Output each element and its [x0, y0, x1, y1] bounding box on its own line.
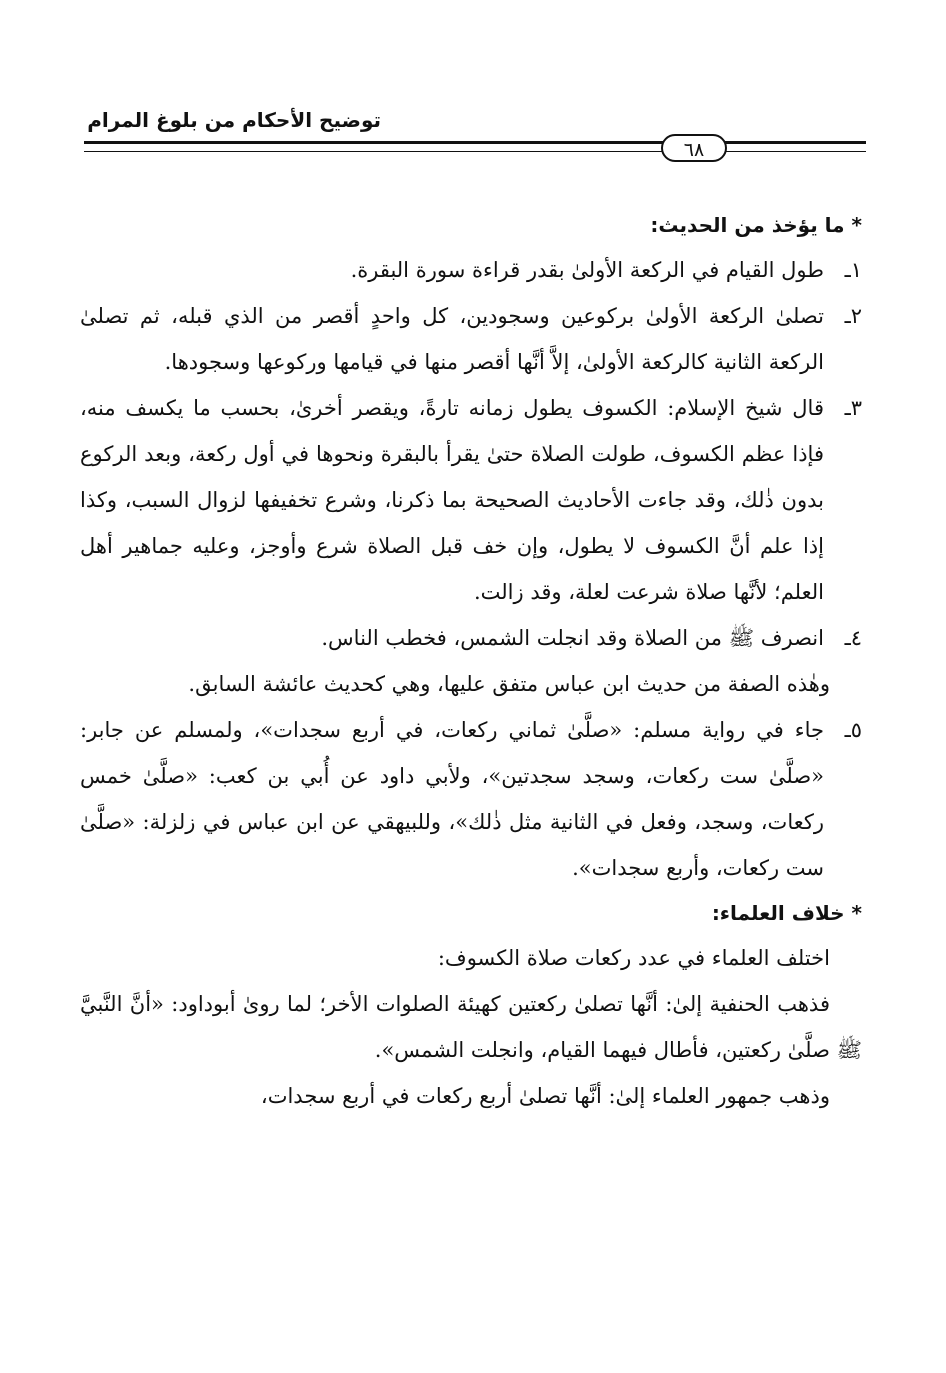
- section-heading-disagreement: * خلاف العلماء:: [711, 901, 862, 925]
- list-item-number: ٣ـ: [844, 396, 862, 420]
- list-item-text: طول القيام في الركعة الأولىٰ بقدر قراءة سورة البقرة.: [350, 258, 824, 282]
- note-paragraph: وهٰذه الصفة من حديث ابن عباس متفق عليها، وهي كحديث عائشة السابق.: [188, 672, 830, 696]
- list-item-number: ٥ـ: [844, 718, 862, 742]
- list-item-text: قال شيخ الإسلام: الكسوف يطول زمانه تارةً، ويقصر أخرىٰ، بحسب ما يكسف منه، فإذا عظم الكسوف، طولت الصلاة حتىٰ يقرأ بالبقرة ونحوها في أول ركعة، وبعد الركوع بدون ذٰلك، وقد جاءت الأحاديث الصحيحة بما ذكرنا، وشرع تخفيفها لزوال السبب، وكذا إذا علم أنَّ الكسوف لا يطول، وإن خف قبل الصلاة شرع وأوجز، وعليه جماهير أهل العلم؛ لأنَّها صلاة شرعت لعلة، وقد زالت.: [80, 396, 824, 604]
- page-body: [80, 203, 862, 1119]
- list-item: [80, 707, 862, 891]
- paragraph: وذهب جمهور العلماء إلىٰ: أنَّها تصلىٰ أربع ركعات في أربع سجدات،: [260, 1084, 830, 1108]
- header-rule-thin: [84, 151, 866, 152]
- list-item: [80, 385, 862, 615]
- list-item-number: ٤ـ: [844, 626, 862, 650]
- list-item: [80, 615, 862, 661]
- header-rule-thick: [84, 141, 866, 144]
- list-item: [80, 293, 862, 385]
- section-heading-benefits: * ما يؤخذ من الحديث:: [650, 213, 862, 237]
- paragraph: فذهب الحنفية إلىٰ: أنَّها تصلىٰ ركعتين كهيئة الصلوات الأخر؛ لما روىٰ أبوداود: «أنَّ النَّبيَّ ﷺ صلَّىٰ ركعتين، فأطال فيهما القيام، وانجلت الشمس».: [80, 992, 862, 1062]
- list-item-number: ١ـ: [844, 258, 862, 282]
- page-number: ٦٨: [661, 134, 727, 162]
- list-item-text: انصرف ﷺ من الصلاة وقد انجلت الشمس، فخطب الناس.: [321, 626, 824, 650]
- paragraph: اختلف العلماء في عدد ركعات صلاة الكسوف:: [437, 946, 830, 970]
- list-item-text: تصلىٰ الركعة الأولىٰ بركوعين وسجودين، كل واحدٍ أقصر من الذي قبله، ثم تصلىٰ الركعة الثانية كالركعة الأولىٰ، إلاَّ أنَّها أقصر منها في قيامها وركوعها وسجودها.: [80, 304, 824, 374]
- running-header-title: توضيح الأحكام من بلوغ المرام: [87, 108, 381, 132]
- list-item-number: ٢ـ: [844, 304, 862, 328]
- list-item: [80, 247, 862, 293]
- list-item-text: جاء في رواية مسلم: «صلَّىٰ ثماني ركعات، في أربع سجدات»، ولمسلم عن جابر: «صلَّىٰ ست ركعات، وسجد سجدتين»، ولأبي داود عن أُبي بن كعب: «صلَّىٰ خمس ركعات، وسجد، وفعل في الثانية مثل ذٰلك»، وللبيهقي عن ابن عباس في زلزلة: «صلَّىٰ ست ركعات، وأربع سجدات».: [80, 718, 824, 880]
